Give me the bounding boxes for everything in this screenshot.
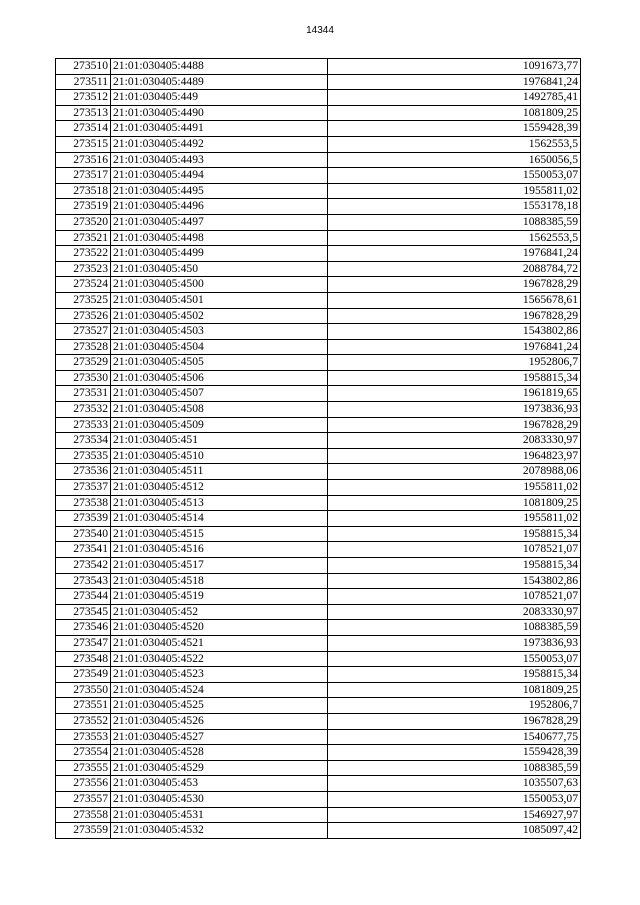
cadastral-number-cell: 21:01:030405:4529 bbox=[111, 760, 328, 776]
cadastral-value-cell: 1559428,39 bbox=[328, 121, 581, 137]
table-row bbox=[56, 698, 581, 714]
row-id-cell: 273519 bbox=[56, 199, 111, 215]
cadastral-value-cell: 1550053,07 bbox=[328, 651, 581, 667]
row-id-cell: 273556 bbox=[56, 776, 111, 792]
cadastral-number-cell: 21:01:030405:449 bbox=[111, 90, 328, 106]
row-id-cell: 273521 bbox=[56, 230, 111, 246]
row-id-cell: 273559 bbox=[56, 823, 111, 839]
cadastral-number-cell: 21:01:030405:4526 bbox=[111, 713, 328, 729]
cadastral-value-cell: 1081809,25 bbox=[328, 495, 581, 511]
cadastral-number-cell: 21:01:030405:452 bbox=[111, 604, 328, 620]
table-row bbox=[56, 230, 581, 246]
cadastral-value-cell: 1562553,5 bbox=[328, 230, 581, 246]
cadastral-value-cell: 1553178,18 bbox=[328, 199, 581, 215]
row-id-cell: 273558 bbox=[56, 807, 111, 823]
cadastral-value-cell: 1543802,86 bbox=[328, 573, 581, 589]
cadastral-number-cell: 21:01:030405:4525 bbox=[111, 698, 328, 714]
cadastral-number-cell: 21:01:030405:4511 bbox=[111, 464, 328, 480]
row-id-cell: 273553 bbox=[56, 729, 111, 745]
row-id-cell: 273544 bbox=[56, 589, 111, 605]
row-id-cell: 273546 bbox=[56, 620, 111, 636]
cadastral-value-cell: 1973836,93 bbox=[328, 635, 581, 651]
cadastral-number-cell: 21:01:030405:4521 bbox=[111, 635, 328, 651]
table-row bbox=[56, 183, 581, 199]
table-row bbox=[56, 807, 581, 823]
row-id-cell: 273517 bbox=[56, 168, 111, 184]
row-id-cell: 273526 bbox=[56, 308, 111, 324]
table-row bbox=[56, 74, 581, 90]
row-id-cell: 273511 bbox=[56, 74, 111, 90]
row-id-cell: 273541 bbox=[56, 542, 111, 558]
table-row bbox=[56, 277, 581, 293]
row-id-cell: 273540 bbox=[56, 526, 111, 542]
cadastral-value-cell: 1078521,07 bbox=[328, 542, 581, 558]
row-id-cell: 273557 bbox=[56, 791, 111, 807]
cadastral-number-cell: 21:01:030405:4528 bbox=[111, 745, 328, 761]
table-row bbox=[56, 261, 581, 277]
table-row bbox=[56, 136, 581, 152]
table-row bbox=[56, 417, 581, 433]
table-row bbox=[56, 635, 581, 651]
cadastral-value-table bbox=[55, 58, 581, 839]
table-row bbox=[56, 339, 581, 355]
cadastral-number-cell: 21:01:030405:4530 bbox=[111, 791, 328, 807]
cadastral-value-cell: 1964823,97 bbox=[328, 448, 581, 464]
cadastral-number-cell: 21:01:030405:4523 bbox=[111, 667, 328, 683]
cadastral-value-cell: 1088385,59 bbox=[328, 760, 581, 776]
cadastral-number-cell: 21:01:030405:4519 bbox=[111, 589, 328, 605]
row-id-cell: 273515 bbox=[56, 136, 111, 152]
cadastral-number-cell: 21:01:030405:4494 bbox=[111, 168, 328, 184]
cadastral-value-cell: 1078521,07 bbox=[328, 589, 581, 605]
cadastral-value-cell: 1035507,63 bbox=[328, 776, 581, 792]
cadastral-number-cell: 21:01:030405:4507 bbox=[111, 386, 328, 402]
row-id-cell: 273522 bbox=[56, 246, 111, 262]
table-row bbox=[56, 105, 581, 121]
cadastral-value-cell: 1565678,61 bbox=[328, 292, 581, 308]
cadastral-value-cell: 2083330,97 bbox=[328, 604, 581, 620]
table-row bbox=[56, 292, 581, 308]
cadastral-number-cell: 21:01:030405:4504 bbox=[111, 339, 328, 355]
row-id-cell: 273535 bbox=[56, 448, 111, 464]
cadastral-value-cell: 1550053,07 bbox=[328, 791, 581, 807]
cadastral-value-cell: 1961819,65 bbox=[328, 386, 581, 402]
cadastral-value-cell: 1081809,25 bbox=[328, 682, 581, 698]
cadastral-value-cell: 1958815,34 bbox=[328, 667, 581, 683]
table-row bbox=[56, 214, 581, 230]
cadastral-value-cell: 1091673,77 bbox=[328, 59, 581, 75]
cadastral-value-cell: 1967828,29 bbox=[328, 417, 581, 433]
row-id-cell: 273527 bbox=[56, 324, 111, 340]
table-row bbox=[56, 199, 581, 215]
row-id-cell: 273531 bbox=[56, 386, 111, 402]
row-id-cell: 273548 bbox=[56, 651, 111, 667]
row-id-cell: 273514 bbox=[56, 121, 111, 137]
cadastral-number-cell: 21:01:030405:4520 bbox=[111, 620, 328, 636]
cadastral-number-cell: 21:01:030405:4501 bbox=[111, 292, 328, 308]
cadastral-number-cell: 21:01:030405:4503 bbox=[111, 324, 328, 340]
cadastral-value-cell: 1562553,5 bbox=[328, 136, 581, 152]
cadastral-number-cell: 21:01:030405:4488 bbox=[111, 59, 328, 75]
cadastral-value-cell: 1967828,29 bbox=[328, 713, 581, 729]
cadastral-value-cell: 1088385,59 bbox=[328, 214, 581, 230]
cadastral-number-cell: 21:01:030405:4518 bbox=[111, 573, 328, 589]
table-row bbox=[56, 823, 581, 839]
cadastral-number-cell: 21:01:030405:4496 bbox=[111, 199, 328, 215]
row-id-cell: 273513 bbox=[56, 105, 111, 121]
table-row bbox=[56, 355, 581, 371]
table-row bbox=[56, 59, 581, 75]
cadastral-value-cell: 1540677,75 bbox=[328, 729, 581, 745]
table-row bbox=[56, 589, 581, 605]
table-body bbox=[56, 59, 581, 839]
table-row bbox=[56, 152, 581, 168]
cadastral-value-cell: 1550053,07 bbox=[328, 168, 581, 184]
cadastral-number-cell: 21:01:030405:4495 bbox=[111, 183, 328, 199]
row-id-cell: 273516 bbox=[56, 152, 111, 168]
cadastral-value-cell: 1967828,29 bbox=[328, 308, 581, 324]
cadastral-value-cell: 2088784,72 bbox=[328, 261, 581, 277]
row-id-cell: 273528 bbox=[56, 339, 111, 355]
row-id-cell: 273512 bbox=[56, 90, 111, 106]
cadastral-number-cell: 21:01:030405:4506 bbox=[111, 370, 328, 386]
table-row bbox=[56, 682, 581, 698]
table-row bbox=[56, 246, 581, 262]
cadastral-value-cell: 1559428,39 bbox=[328, 745, 581, 761]
cadastral-number-cell: 21:01:030405:4499 bbox=[111, 246, 328, 262]
table-row bbox=[56, 791, 581, 807]
table-row bbox=[56, 386, 581, 402]
table-row bbox=[56, 448, 581, 464]
cadastral-number-cell: 21:01:030405:4502 bbox=[111, 308, 328, 324]
cadastral-value-cell: 1976841,24 bbox=[328, 339, 581, 355]
cadastral-number-cell: 21:01:030405:4490 bbox=[111, 105, 328, 121]
cadastral-value-cell: 1958815,34 bbox=[328, 558, 581, 574]
table-row bbox=[56, 480, 581, 496]
cadastral-value-cell: 1546927,97 bbox=[328, 807, 581, 823]
row-id-cell: 273554 bbox=[56, 745, 111, 761]
row-id-cell: 273547 bbox=[56, 635, 111, 651]
row-id-cell: 273550 bbox=[56, 682, 111, 698]
cadastral-value-cell: 1958815,34 bbox=[328, 370, 581, 386]
row-id-cell: 273549 bbox=[56, 667, 111, 683]
cadastral-number-cell: 21:01:030405:4508 bbox=[111, 402, 328, 418]
row-id-cell: 273538 bbox=[56, 495, 111, 511]
cadastral-number-cell: 21:01:030405:4512 bbox=[111, 480, 328, 496]
cadastral-number-cell: 21:01:030405:450 bbox=[111, 261, 328, 277]
cadastral-number-cell: 21:01:030405:4498 bbox=[111, 230, 328, 246]
cadastral-value-cell: 1088385,59 bbox=[328, 620, 581, 636]
row-id-cell: 273510 bbox=[56, 59, 111, 75]
row-id-cell: 273545 bbox=[56, 604, 111, 620]
table-row bbox=[56, 370, 581, 386]
cadastral-number-cell: 21:01:030405:4522 bbox=[111, 651, 328, 667]
cadastral-number-cell: 21:01:030405:4489 bbox=[111, 74, 328, 90]
table-row bbox=[56, 558, 581, 574]
row-id-cell: 273532 bbox=[56, 402, 111, 418]
table-row bbox=[56, 168, 581, 184]
row-id-cell: 273533 bbox=[56, 417, 111, 433]
table-row bbox=[56, 90, 581, 106]
table-row bbox=[56, 776, 581, 792]
table-row bbox=[56, 760, 581, 776]
row-id-cell: 273524 bbox=[56, 277, 111, 293]
table-row bbox=[56, 121, 581, 137]
cadastral-value-cell: 2078988,06 bbox=[328, 464, 581, 480]
cadastral-number-cell: 21:01:030405:4493 bbox=[111, 152, 328, 168]
cadastral-number-cell: 21:01:030405:4531 bbox=[111, 807, 328, 823]
cadastral-number-cell: 21:01:030405:453 bbox=[111, 776, 328, 792]
cadastral-number-cell: 21:01:030405:451 bbox=[111, 433, 328, 449]
table-row bbox=[56, 464, 581, 480]
cadastral-value-cell: 1958815,34 bbox=[328, 526, 581, 542]
cadastral-value-cell: 1081809,25 bbox=[328, 105, 581, 121]
cadastral-number-cell: 21:01:030405:4527 bbox=[111, 729, 328, 745]
table-row bbox=[56, 667, 581, 683]
cadastral-value-cell: 1976841,24 bbox=[328, 246, 581, 262]
cadastral-value-cell: 1085097,42 bbox=[328, 823, 581, 839]
row-id-cell: 273529 bbox=[56, 355, 111, 371]
cadastral-number-cell: 21:01:030405:4517 bbox=[111, 558, 328, 574]
cadastral-number-cell: 21:01:030405:4505 bbox=[111, 355, 328, 371]
cadastral-number-cell: 21:01:030405:4509 bbox=[111, 417, 328, 433]
row-id-cell: 273534 bbox=[56, 433, 111, 449]
cadastral-value-cell: 1543802,86 bbox=[328, 324, 581, 340]
row-id-cell: 273552 bbox=[56, 713, 111, 729]
cadastral-number-cell: 21:01:030405:4500 bbox=[111, 277, 328, 293]
cadastral-value-cell: 1967828,29 bbox=[328, 277, 581, 293]
cadastral-number-cell: 21:01:030405:4510 bbox=[111, 448, 328, 464]
table-row bbox=[56, 308, 581, 324]
cadastral-value-cell: 2083330,97 bbox=[328, 433, 581, 449]
table-row bbox=[56, 604, 581, 620]
cadastral-value-cell: 1952806,7 bbox=[328, 355, 581, 371]
table-row bbox=[56, 651, 581, 667]
table-row bbox=[56, 433, 581, 449]
row-id-cell: 273555 bbox=[56, 760, 111, 776]
row-id-cell: 273551 bbox=[56, 698, 111, 714]
row-id-cell: 273542 bbox=[56, 558, 111, 574]
row-id-cell: 273536 bbox=[56, 464, 111, 480]
cadastral-value-cell: 1976841,24 bbox=[328, 74, 581, 90]
cadastral-number-cell: 21:01:030405:4532 bbox=[111, 823, 328, 839]
row-id-cell: 273537 bbox=[56, 480, 111, 496]
cadastral-number-cell: 21:01:030405:4492 bbox=[111, 136, 328, 152]
cadastral-value-cell: 1952806,7 bbox=[328, 698, 581, 714]
table-row bbox=[56, 573, 581, 589]
row-id-cell: 273543 bbox=[56, 573, 111, 589]
cadastral-value-cell: 1955811,02 bbox=[328, 511, 581, 527]
row-id-cell: 273520 bbox=[56, 214, 111, 230]
cadastral-value-cell: 1492785,41 bbox=[328, 90, 581, 106]
cadastral-number-cell: 21:01:030405:4513 bbox=[111, 495, 328, 511]
row-id-cell: 273523 bbox=[56, 261, 111, 277]
cadastral-number-cell: 21:01:030405:4491 bbox=[111, 121, 328, 137]
table-row bbox=[56, 729, 581, 745]
cadastral-value-cell: 1955811,02 bbox=[328, 480, 581, 496]
table-row bbox=[56, 713, 581, 729]
table-row bbox=[56, 324, 581, 340]
page-number: 14344 bbox=[306, 25, 334, 36]
cadastral-value-cell: 1650056,5 bbox=[328, 152, 581, 168]
cadastral-value-cell: 1973836,93 bbox=[328, 402, 581, 418]
cadastral-number-cell: 21:01:030405:4516 bbox=[111, 542, 328, 558]
cadastral-number-cell: 21:01:030405:4524 bbox=[111, 682, 328, 698]
table-row bbox=[56, 620, 581, 636]
cadastral-number-cell: 21:01:030405:4515 bbox=[111, 526, 328, 542]
cadastral-number-cell: 21:01:030405:4497 bbox=[111, 214, 328, 230]
cadastral-value-cell: 1955811,02 bbox=[328, 183, 581, 199]
table-row bbox=[56, 526, 581, 542]
row-id-cell: 273530 bbox=[56, 370, 111, 386]
table-row bbox=[56, 745, 581, 761]
cadastral-number-cell: 21:01:030405:4514 bbox=[111, 511, 328, 527]
table-row bbox=[56, 542, 581, 558]
table-row bbox=[56, 511, 581, 527]
row-id-cell: 273539 bbox=[56, 511, 111, 527]
table-row bbox=[56, 495, 581, 511]
row-id-cell: 273518 bbox=[56, 183, 111, 199]
table-row bbox=[56, 402, 581, 418]
row-id-cell: 273525 bbox=[56, 292, 111, 308]
